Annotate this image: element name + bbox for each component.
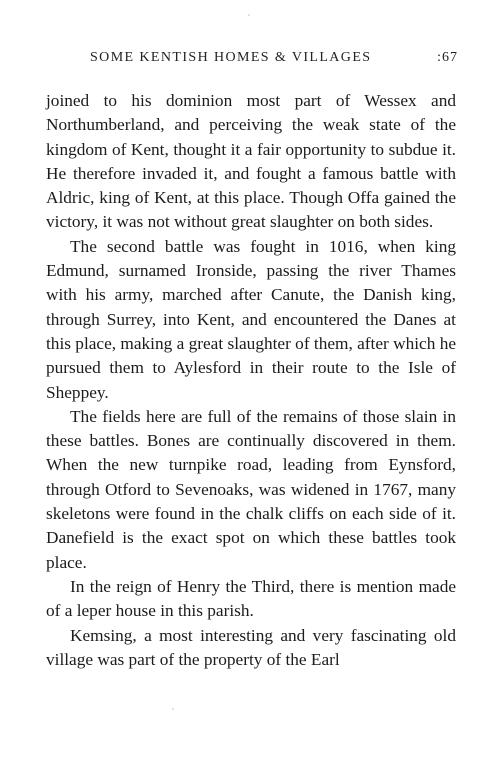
paragraph-second-battle: The second battle was fought in 1016, when king Edmund, surnamed Ironside, passing the river Thames with his army, marched after Canute, the Danish king, through Surrey, into Kent, and encountered the Danes at this place, making a great slaughter of them, after which he pursued them to Aylesford in their route to the Isle of Sheppey. — [46, 236, 456, 402]
paper-speck — [248, 14, 250, 16]
running-title: SOME KENTISH HOMES & VILLAGES — [90, 50, 372, 65]
paper-speck — [172, 708, 174, 710]
body-text — [46, 89, 456, 672]
running-head — [46, 50, 458, 72]
paragraph-leper-house: In the reign of Henry the Third, there is mention made of a leper house in this parish. — [46, 576, 456, 621]
paragraph-kemsing: Kemsing, a most interesting and very fascinating old village was part of the property of the Earl — [46, 625, 456, 669]
paragraph-battlefield-remains: The fields here are full of the remains of those slain in these battles. Bones are continually discovered in them. When the new turnpike road, leading from Eynsford, through Otford to Sevenoaks, was widened in 1767, many skeletons were found in the chalk cliffs on each side of it. Danefield is the exact spot on which these battles took place. — [46, 406, 456, 572]
paragraph-continuation: joined to his dominion most part of Wessex and Northumberland, and perceiving the weak state of the kingdom of Kent, thought it a fair opportunity to subdue it. He therefore invaded it, and fought a famous battle with Aldric, king of Kent, at this place. Though Offa gained the victory, it was not without great slaughter on both sides. — [46, 91, 456, 232]
page-number: :67 — [437, 50, 458, 65]
